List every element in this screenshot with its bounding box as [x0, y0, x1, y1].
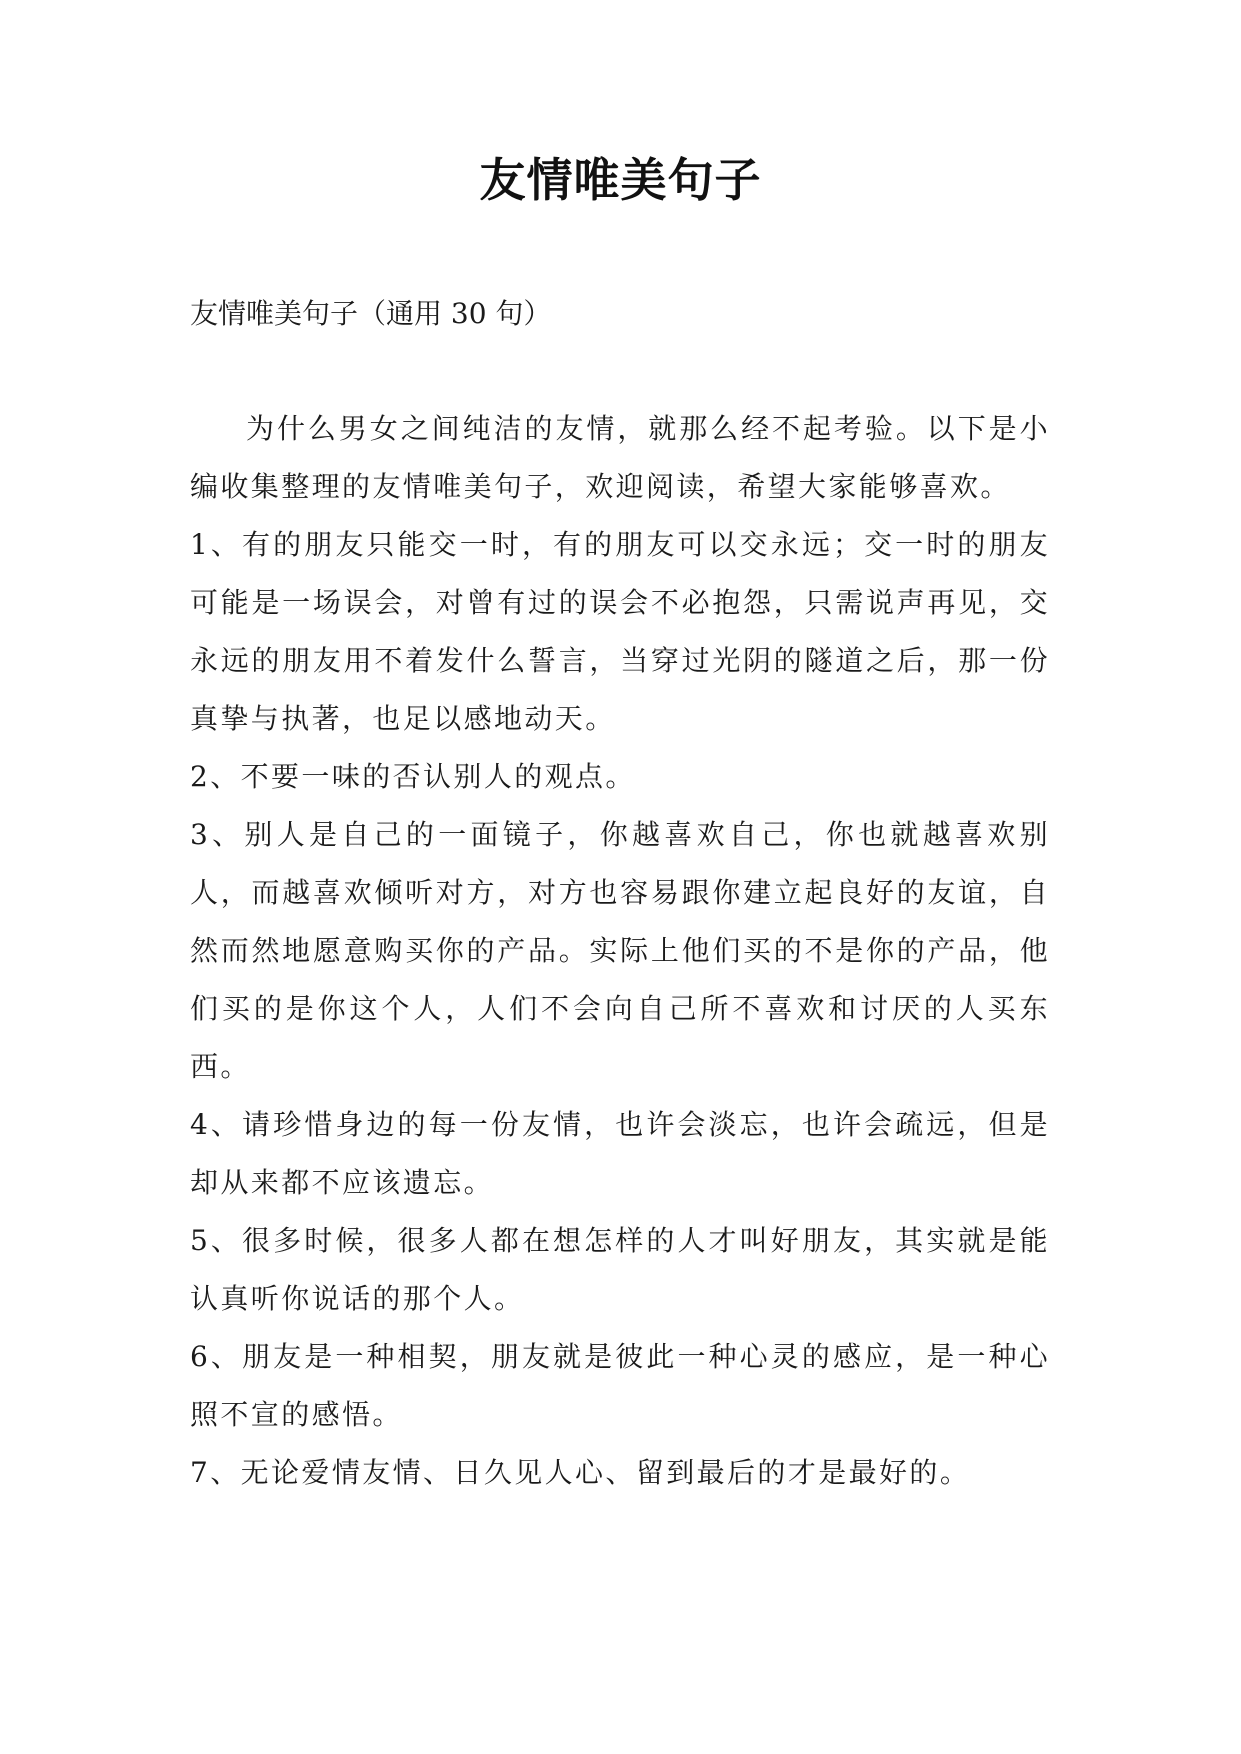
- list-item: 4、请珍惜身边的每一份友情，也许会淡忘，也许会疏远，但是却从来都不应该遗忘。: [190, 1108, 1050, 1199]
- list-item: 5、很多时候，很多人都在想怎样的人才叫好朋友，其实就是能认真听你说话的那个人。: [190, 1224, 1050, 1315]
- list-item: 1、有的朋友只能交一时，有的朋友可以交永远；交一时的朋友可能是一场误会，对曾有过的误会不必抱怨，只需说声再见，交永远的朋友用不着发什么誓言，当穿过光阴的隧道之后，那一份真挚与执著，也足以感地动天。: [190, 528, 1050, 735]
- intro-paragraph: 为什么男女之间纯洁的友情，就那么经不起考验。以下是小编收集整理的友情唯美句子，欢迎阅读，希望大家能够喜欢。: [190, 412, 1050, 503]
- list-item: 3、别人是自己的一面镜子，你越喜欢自己，你也就越喜欢别人，而越喜欢倾听对方，对方也容易跟你建立起良好的友谊，自然而然地愿意购买你的产品。实际上他们买的不是你的产品，他们买的是你这个人，人们不会向自己所不喜欢和讨厌的人买东西。: [190, 818, 1050, 1083]
- list-item: 6、朋友是一种相契，朋友就是彼此一种心灵的感应，是一种心照不宣的感悟。: [190, 1340, 1050, 1431]
- list-item: 2、不要一味的否认别人的观点。: [190, 760, 636, 793]
- document-title: 友情唯美句子: [479, 153, 762, 207]
- document-body: [190, 400, 1050, 1502]
- document-subtitle: 友情唯美句子（通用 30 句）: [190, 297, 552, 330]
- list-item: 7、无论爱情友情、日久见人心、留到最后的才是最好的。: [190, 1456, 971, 1489]
